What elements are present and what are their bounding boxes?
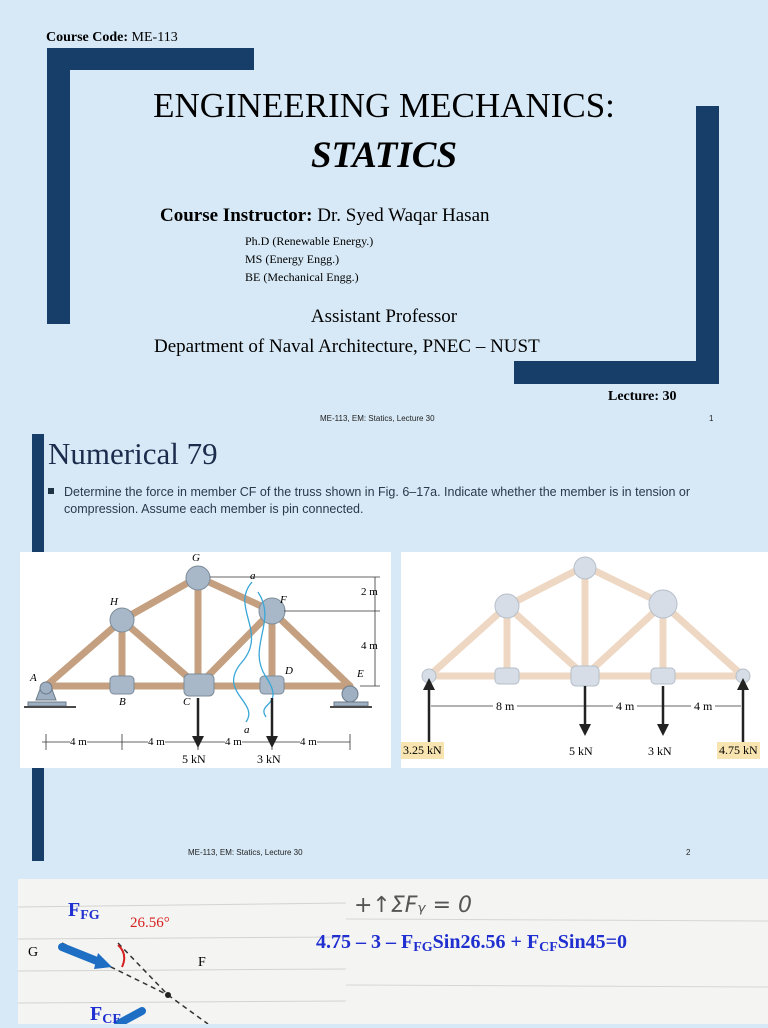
- instructor: Course Instructor: Dr. Syed Waqar Hasan: [160, 205, 490, 226]
- problem-statement: Determine the force in member CF of the truss shown in Fig. 6–17a. Indicate whether the member is in tension or compression. Assume each member is pin connected.: [48, 484, 768, 518]
- node-f-label: F: [198, 955, 206, 970]
- span-4m-b: 4 m: [691, 699, 715, 714]
- span-4: 4 m: [300, 736, 317, 748]
- title-line-2: STATICS: [310, 135, 458, 176]
- handwritten-sum-fy: +↑ΣFᵧ = 0: [354, 893, 473, 918]
- left-accent-bar-bottom: [32, 767, 44, 861]
- truss-figure-left: [20, 552, 391, 768]
- load-5kn: 5 kN: [182, 752, 206, 766]
- left-accent-bar-top: [32, 434, 44, 552]
- load-3kn-fbd: 3 kN: [648, 744, 672, 758]
- page-number: 2: [686, 848, 691, 857]
- span-1: 4 m: [70, 736, 87, 748]
- span-3: 4 m: [225, 736, 242, 748]
- slide-footer: ME-113, EM: Statics, Lecture 30: [188, 848, 303, 857]
- qualification-1: Ph.D (Renewable Energy.): [245, 234, 374, 248]
- node-label-h: H: [110, 596, 118, 608]
- force-label-fcf: $F_{CF}$: [90, 1003, 121, 1027]
- load-3kn: 3 kN: [257, 752, 281, 766]
- slide-footer: ME-113, EM: Statics, Lecture 30: [320, 414, 435, 423]
- dim-4m-vertical: 4 m: [361, 640, 378, 652]
- qualification-3: BE (Mechanical Engg.): [245, 270, 359, 284]
- course-code: Course Code: ME-113: [46, 30, 178, 45]
- angle-label: 26.56°: [130, 915, 170, 931]
- slide-3: [0, 873, 768, 1027]
- node-label-f: F: [280, 594, 287, 606]
- page-number: 1: [709, 414, 714, 423]
- handwritten-fbd-panel: [18, 879, 346, 1027]
- node-label-g: G: [192, 552, 200, 564]
- bracket-top-left-h: [47, 48, 254, 70]
- equation-panel: [316, 879, 768, 1024]
- node-label-b: B: [119, 696, 126, 708]
- bracket-bottom-right-h: [514, 361, 719, 384]
- truss-figure-right: [401, 552, 768, 768]
- node-label-a: A: [30, 672, 37, 684]
- node-label-d: D: [285, 665, 293, 677]
- load-5kn-fbd: 5 kN: [569, 744, 593, 758]
- reaction-left: 3.25 kN: [403, 743, 442, 757]
- reaction-right: 4.75 kN: [719, 743, 758, 757]
- bullet-icon: [48, 488, 54, 494]
- span-8m: 8 m: [493, 699, 517, 714]
- span-2: 4 m: [148, 736, 165, 748]
- title-line-1: ENGINEERING MECHANICS:: [153, 86, 615, 125]
- position: Assistant Professor: [310, 306, 458, 327]
- section-label-a-top: a: [250, 570, 256, 582]
- span-4m-a: 4 m: [613, 699, 637, 714]
- force-label-ffg: $F_{FG}$: [68, 899, 100, 923]
- dim-2m: 2 m: [361, 586, 378, 598]
- department: Department of Naval Architecture, PNEC – NUST: [154, 336, 540, 357]
- section-label-a-bottom: a: [244, 724, 250, 736]
- node-g-label: G: [28, 945, 39, 960]
- slide-title: Numerical 79: [48, 436, 218, 471]
- node-label-c: C: [183, 696, 191, 708]
- node-label-e: E: [357, 668, 364, 680]
- lecture-number: Lecture: 30: [608, 389, 677, 404]
- slide-1: [0, 0, 768, 430]
- slide-2: [0, 430, 768, 870]
- qualification-2: MS (Energy Engg.): [245, 252, 340, 266]
- equilibrium-equation: $4.75 - 3 - F_{FG}Sin26.56 + F_{CF}Sin45=0$: [316, 931, 627, 955]
